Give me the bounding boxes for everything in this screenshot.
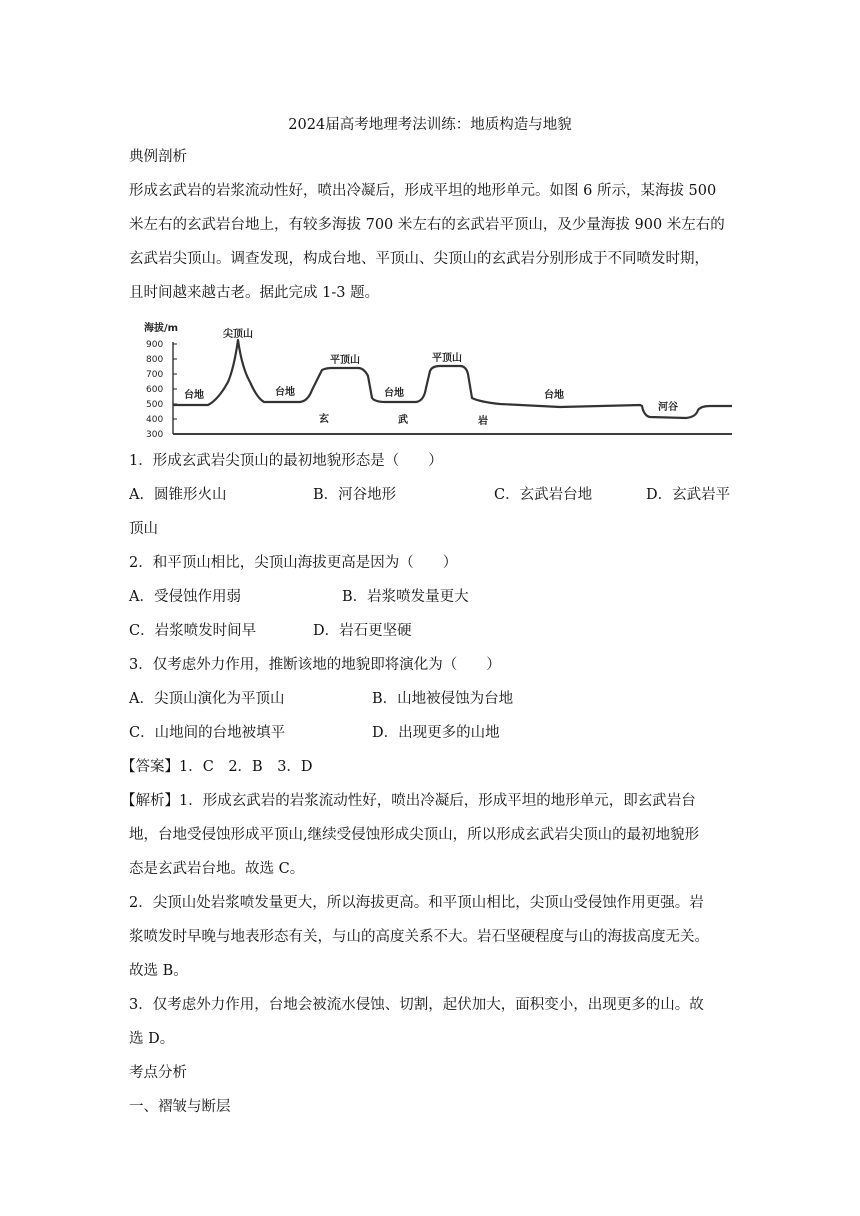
q1-option-a: A．圆锥形火山 xyxy=(129,487,227,503)
analysis-line-3: 态是玄武岩台地。故选 C。 xyxy=(129,861,305,877)
y-tick-300: 300 xyxy=(146,430,164,440)
document-title: 2024届高考地理考法训练：地质构造与地貌 xyxy=(288,117,572,133)
q3-option-b: B．山地被侵蚀为台地 xyxy=(372,691,514,707)
y-tick-900: 900 xyxy=(146,340,164,350)
y-tick-800: 800 xyxy=(146,355,164,365)
analysis-line-5: 浆喷发时早晚与地表形态有关，与山的高度关系不大。岩石坚硬程度与山的海拔高度无关。 xyxy=(129,929,709,945)
terrain-profile-diagram xyxy=(140,318,740,440)
subsection-heading-1: 一、褶皱与断层 xyxy=(129,1099,231,1115)
q1-option-b: B．河谷地形 xyxy=(313,487,397,503)
y-tick-500: 500 xyxy=(146,400,164,410)
label-plateau-1: 台地 xyxy=(184,390,204,401)
q2-option-c: C．岩浆喷发时间早 xyxy=(129,623,257,639)
q1-option-c: C．玄武岩台地 xyxy=(494,487,593,503)
q1-option-d: D．玄武岩平 xyxy=(646,487,731,503)
q2-option-a: A．受侵蚀作用弱 xyxy=(129,589,241,605)
q2-option-d: D．岩石更坚硬 xyxy=(313,623,412,639)
intro-line-2: 米左右的玄武岩台地上，有较多海拔 700 米左右的玄武岩平顶山，及少量海拔 900 米左右的 xyxy=(129,217,725,233)
terrain-line xyxy=(173,340,732,418)
q2-stem: 2．和平顶山相比，尖顶山海拔更高是因为（ ） xyxy=(129,555,458,571)
q3-option-c: C．山地间的台地被填平 xyxy=(129,725,286,741)
y-tick-600: 600 xyxy=(146,385,164,395)
label-rock-1: 玄 xyxy=(319,414,329,425)
analysis-line-2: 地，台地受侵蚀形成平顶山,继续受侵蚀形成尖顶山，所以形成玄武岩尖顶山的最初地貌形 xyxy=(129,827,700,843)
intro-line-3: 玄武岩尖顶山。调查发现，构成台地、平顶山、尖顶山的玄武岩分别形成于不同喷发时期， xyxy=(129,251,709,267)
q2-option-b: B．岩浆喷发量更大 xyxy=(342,589,469,605)
label-peak: 尖顶山 xyxy=(223,329,253,340)
section-heading-analysis: 考点分析 xyxy=(129,1065,187,1081)
label-mesa-1: 平顶山 xyxy=(330,355,360,366)
analysis-line-7: 3．仅考虑外力作用，台地会被流水侵蚀、切割，起伏加大，面积变小，出现更多的山。故 xyxy=(129,997,704,1013)
label-valley: 河谷 xyxy=(658,402,678,413)
section-heading-typical: 典例剖析 xyxy=(129,149,187,165)
label-plateau-3: 台地 xyxy=(384,388,404,399)
label-rock-3: 岩 xyxy=(478,416,488,427)
intro-line-1: 形成玄武岩的岩浆流动性好，喷出冷凝后，形成平坦的地形单元。如图 6 所示，某海拔 500 xyxy=(129,183,717,199)
q3-option-a: A．尖顶山演化为平顶山 xyxy=(129,691,285,707)
label-plateau-2: 台地 xyxy=(275,387,295,398)
q1-option-d-cont: 顶山 xyxy=(129,521,158,537)
analysis-line-6: 故选 B。 xyxy=(129,963,188,979)
analysis-line-1: 【解析】1．形成玄武岩的岩浆流动性好，喷出冷凝后，形成平坦的地形单元，即玄武岩台 xyxy=(121,793,696,809)
label-mesa-2: 平顶山 xyxy=(432,353,462,364)
label-plateau-4: 台地 xyxy=(544,390,564,401)
y-axis-label: 海拔/m xyxy=(144,323,179,334)
analysis-line-8: 选 D。 xyxy=(129,1031,175,1047)
answer-line: 【答案】1．C 2．B 3．D xyxy=(121,759,313,775)
label-rock-2: 武 xyxy=(398,415,408,426)
q3-option-d: D．出现更多的山地 xyxy=(372,725,500,741)
q1-stem: 1．形成玄武岩尖顶山的最初地貌形态是（ ） xyxy=(129,453,443,469)
y-tick-400: 400 xyxy=(146,415,164,425)
y-tick-700: 700 xyxy=(146,370,164,380)
intro-line-4: 且时间越来越古老。据此完成 1-3 题。 xyxy=(129,285,380,301)
q3-stem: 3．仅考虑外力作用，推断该地的地貌即将演化为（ ） xyxy=(129,657,501,673)
analysis-line-4: 2．尖顶山处岩浆喷发量更大，所以海拔更高。和平顶山相比，尖顶山受侵蚀作用更强。岩 xyxy=(129,895,704,911)
